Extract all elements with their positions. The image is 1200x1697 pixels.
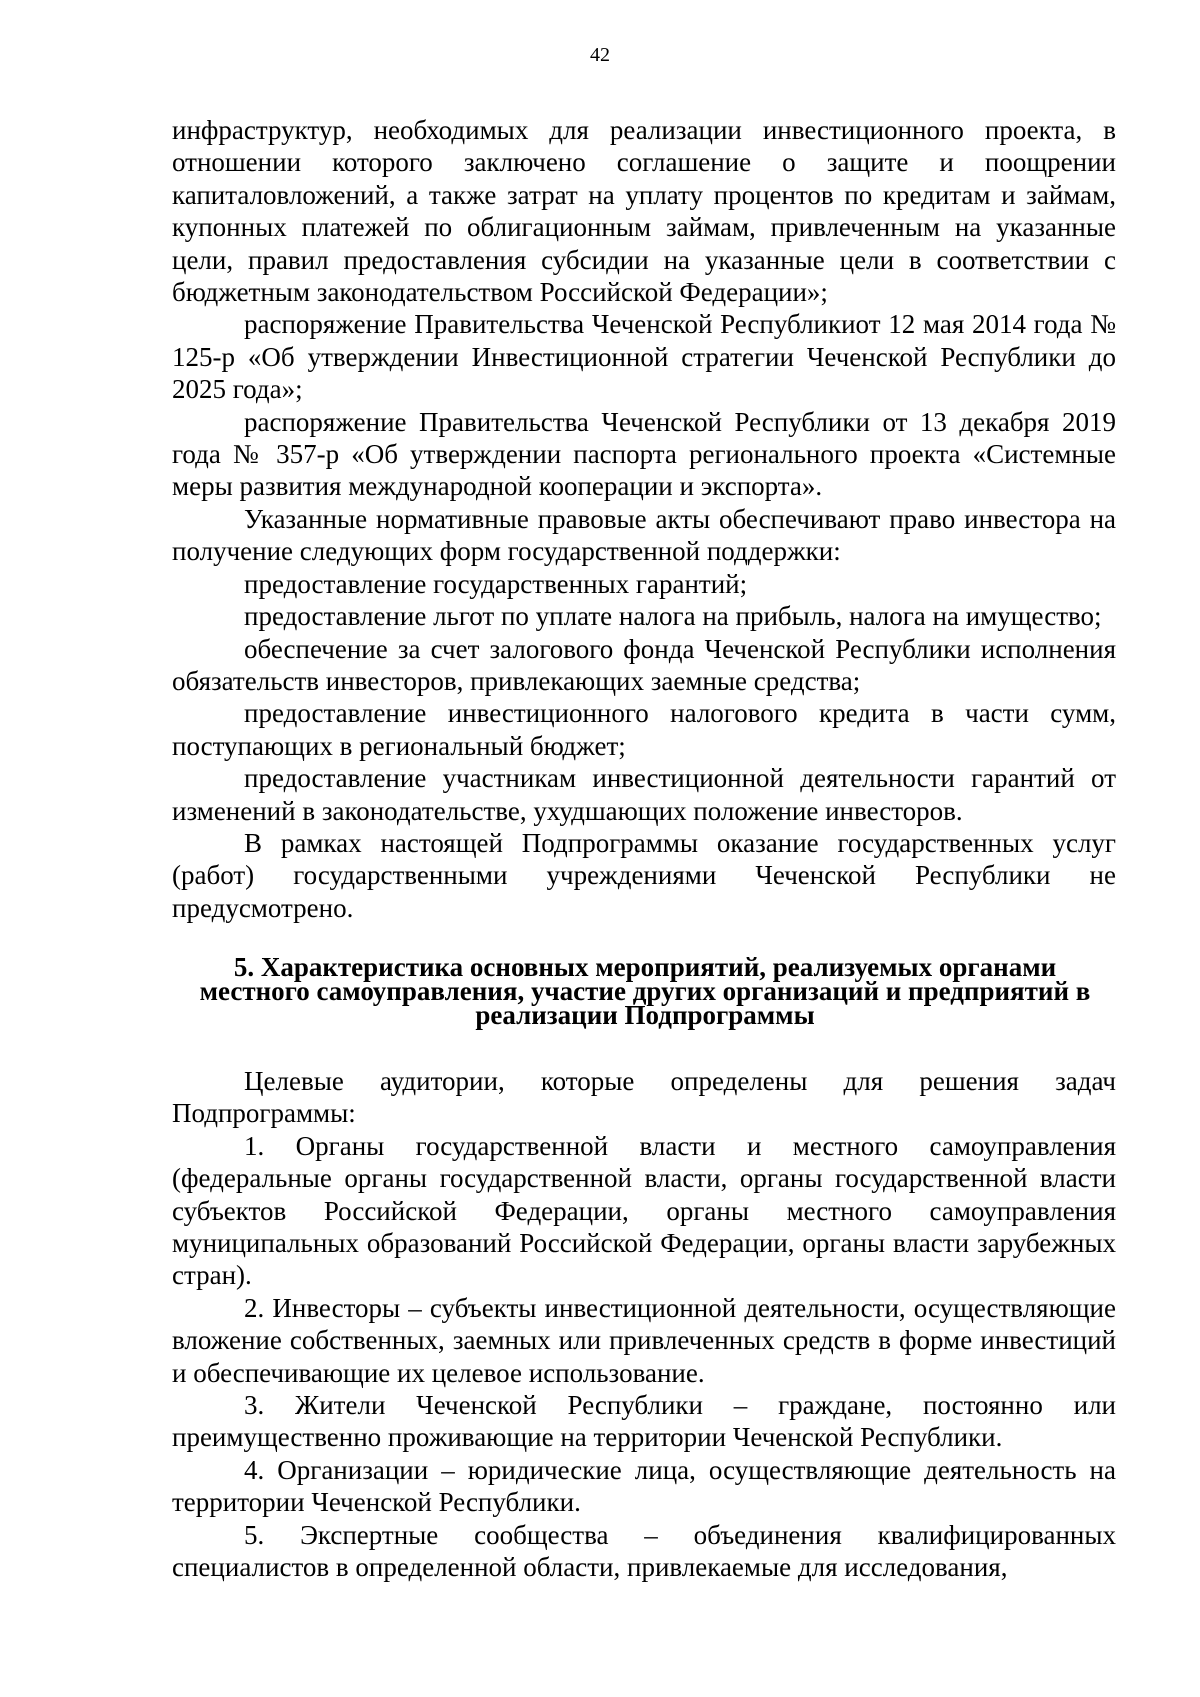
list-item-collateral-fund: обеспечение за счет залогового фонда Чеченской Республики исполнения обязательств инвесторов, привлекающих заемные средства; xyxy=(172,633,1116,696)
paragraph-order-357r: распоряжение Правительства Чеченской Республики от 13 декабря 2019 года № 357-р «Об утверждении паспорта регионального проекта «Системные меры развития международной кооперации и экспорта». xyxy=(172,406,1116,502)
list-item-legislation-guarantees: предоставление участникам инвестиционной деятельности гарантий от изменений в законодательстве, ухудшающих положение инвесторов. xyxy=(172,763,1116,826)
section-heading-line: местного самоуправления, участие других организаций и предприятий в xyxy=(199,976,1091,1006)
body-section-support-measures xyxy=(172,114,1116,924)
paragraph-investor-rights: Указанные нормативные правовые акты обеспечивают право инвестора на получение следующих форм государственной поддержки: xyxy=(172,503,1116,567)
list-item-authorities: 1. Органы государственной власти и местного самоуправления (федеральные органы государственной власти, органы государственной власти субъектов Российской Федерации, органы местного самоуправления муниципальных образований Российской Федерации, органы власти зарубежных стран). xyxy=(172,1130,1116,1291)
list-item-expert-communities: 5. Экспертные сообщества – объединения квалифицированных специалистов в определенной области, привлекаемые для исследования, xyxy=(172,1519,1116,1583)
list-item-tax-benefits: предоставление льгот по уплате налога на прибыль, налога на имущество; xyxy=(244,601,1102,632)
list-item-organizations: 4. Организации – юридические лица, осуществляющие деятельность на территории Чеченской Республики. xyxy=(172,1454,1116,1518)
body-section-target-audiences xyxy=(172,1065,1116,1584)
section-heading-line: реализации Подпрограммы xyxy=(475,1000,815,1030)
list-item-investors: 2. Инвесторы – субъекты инвестиционной деятельности, осуществляющие вложение собственных, заемных или привлеченных средств в форме инвестиций и обеспечивающие их целевое использование. xyxy=(172,1292,1116,1388)
section-heading-line: 5. Характеристика основных мероприятий, реализуемых органами xyxy=(233,952,1057,982)
list-item-investment-tax-credit: предоставление инвестиционного налогового кредита в части сумм, поступающих в региональный бюджет; xyxy=(172,698,1116,761)
list-item-state-guarantees: предоставление государственных гарантий; xyxy=(244,568,748,599)
list-item-residents: 3. Жители Чеченской Республики – граждане, постоянно или преимущественно проживающие на территории Чеченской Республики. xyxy=(172,1390,1116,1453)
paragraph-public-services: В рамках настоящей Подпрограммы оказание государственных услуг (работ) государственными учреждениями Чеченской Республики не предусмотрено. xyxy=(172,827,1116,923)
page-number: 42 xyxy=(590,44,610,66)
section-heading xyxy=(150,952,1140,1030)
paragraph-infrastructure-continuation: инфраструктур, необходимых для реализации инвестиционного проекта, в отношении которого заключено соглашение о защите и поощрении капиталовложений, а также затрат на уплату процентов по кредитам и займам, купонных платежей по облигационным займам, привлеченным на указанные цели, правил предоставления субсидии на указанные цели в соответствии с бюджетным законодательством Российской Федерации»; xyxy=(172,115,1116,308)
paragraph-order-125r: распоряжение Правительства Чеченской Республикиот 12 мая 2014 года № 125-р «Об утверждении Инвестиционной стратегии Чеченской Республики до 2025 года»; xyxy=(172,309,1116,405)
paragraph-target-audiences-intro: Целевые аудитории, которые определены для решения задач Подпрограммы: xyxy=(172,1066,1116,1129)
